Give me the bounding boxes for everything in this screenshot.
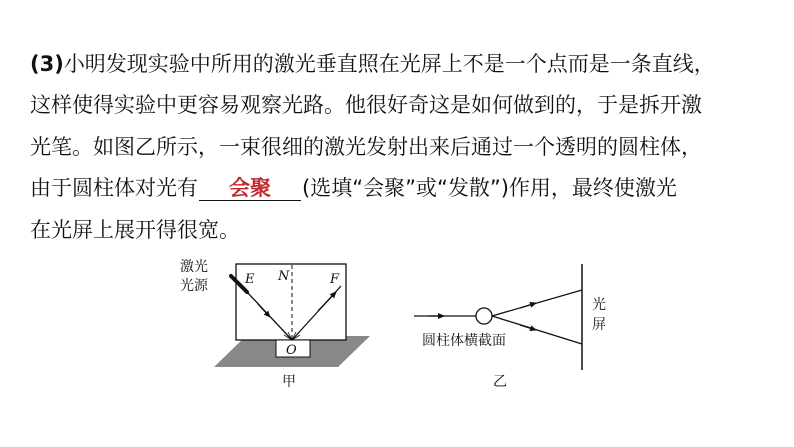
laser-label-2: 光源 <box>180 278 208 294</box>
question-line-3: 光笔。如图乙所示，一束很细的激光发射出来后通过一个透明的圆柱体， <box>30 135 702 159</box>
screen-label-1: 光 <box>592 297 606 313</box>
label-N: N <box>278 269 290 284</box>
caption-yi: 乙 <box>493 374 507 390</box>
laser-label-1: 激光 <box>180 259 208 275</box>
label-F: F <box>330 272 340 287</box>
question-text-1: 小明发现实验中所用的激光垂直照在光屏上不是一个点而是一条直线， <box>63 52 715 76</box>
caption-jia: 甲 <box>282 374 296 390</box>
cylinder-label: 圆柱体横截面 <box>422 333 506 349</box>
ray-upper <box>492 290 582 316</box>
question-text-4b: (选填“会聚”或“发散”)作用，最终使激光 <box>302 176 677 200</box>
question-text-4a: 由于圆柱体对光有 <box>30 176 198 200</box>
answer-text: 会聚 <box>229 176 271 200</box>
question-line-5: 在光屏上展开得很宽。 <box>30 218 240 242</box>
lower-arrow <box>520 325 536 330</box>
label-E: E <box>245 272 255 287</box>
question-line-2: 这样使得实验中更容易观察光路。他很好奇这是如何做到的，于是拆开激 <box>30 93 702 117</box>
cylinder-cross-section <box>476 308 492 324</box>
label-O: O <box>286 343 297 358</box>
screen-label-2: 屏 <box>592 317 606 333</box>
question-number: (3) <box>30 52 64 76</box>
upper-arrow <box>520 303 536 308</box>
